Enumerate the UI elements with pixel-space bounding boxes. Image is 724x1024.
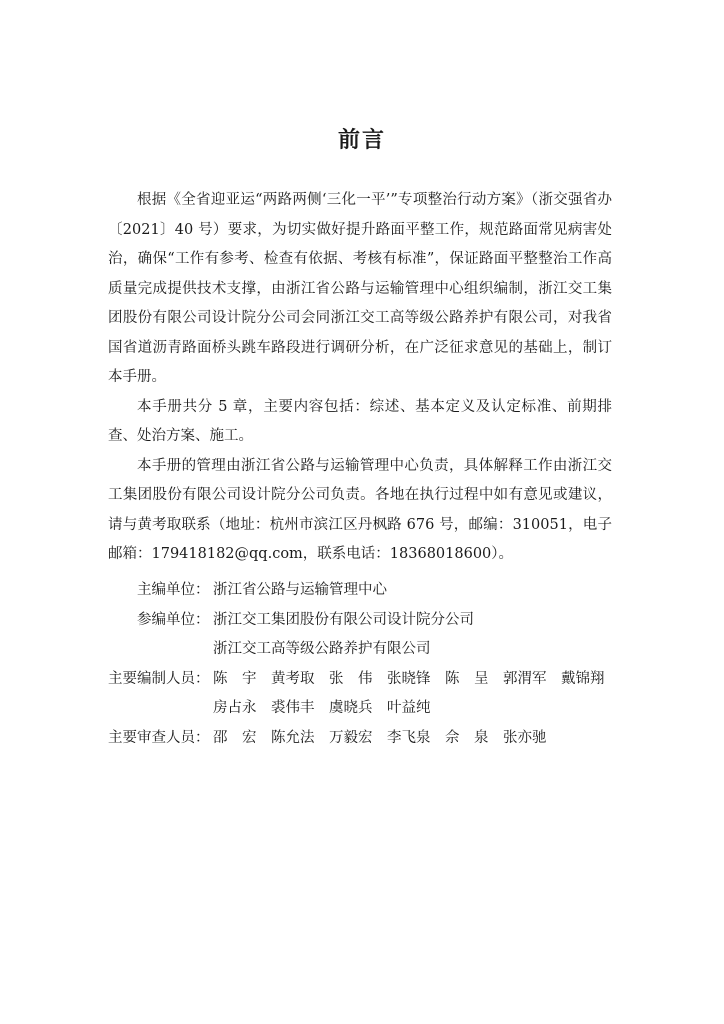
credits-section [108, 576, 628, 753]
reviewer-name: 佘 泉 [445, 729, 489, 746]
paragraph-purpose: 根据《全省迎亚运“两路两侧‘三化一平’”专项整治行动方案》（浙交强省办〔2021〕40 号）要求，为切实做好提升路面平整工作，规范路面常见病害处治，确保“工作有参考、检查有依据、考核有标准”，保证路面平整整治工作高质量完成提供技术支撑，由浙江省公路与运输管理中心组织编制，浙江交工集团股份有限公司设计院分公司会同浙江交工高等级公路养护有限公司，对我省国省道沥青路面桥头跳车路段进行调研分析，在广泛征求意见的基础上，制订本手册。 [108, 192, 612, 385]
chief-unit-label: 主编单位： [137, 582, 210, 598]
editor-name: 郭渭军 [503, 670, 547, 687]
editor-name: 陈 呈 [445, 670, 489, 687]
reviewer-name: 张亦驰 [503, 729, 547, 746]
editor-name: 陈 宇 [213, 670, 257, 687]
co-unit-value: 浙江交工高等级公路养护有限公司 [213, 641, 431, 657]
co-units-row [108, 606, 628, 665]
chief-unit-row [108, 576, 628, 606]
reviewer-name: 邵 宏 [213, 729, 257, 746]
reviewers-label: 主要审查人员： [108, 729, 210, 746]
preface-body [108, 186, 612, 570]
chief-unit-value: 浙江省公路与运输管理中心 [213, 582, 387, 598]
reviewer-name: 李飞泉 [387, 729, 431, 746]
editor-name: 叶益纯 [387, 700, 431, 716]
editor-name: 张 伟 [329, 670, 373, 687]
editor-name: 裘伟丰 [271, 700, 315, 716]
editor-name: 戴锦翔 [561, 670, 605, 687]
editors-list [213, 665, 623, 724]
editor-name: 虞晓兵 [329, 700, 373, 716]
reviewers-list [213, 724, 623, 754]
page-title: 前言 [337, 128, 386, 153]
co-unit-value: 浙江交工集团股份有限公司设计院分公司 [213, 611, 474, 628]
paragraph-contact: 本手册的管理由浙江省公路与运输管理中心负责，具体解释工作由浙江交工集团股份有限公司设计院分公司负责。各地在执行过程中如有意见或建议，请与黄考取联系（地址：杭州市滨江区丹枫路 676 号，邮编：310051，电子邮箱：179418182@qq.com，联系电话：18368018600）。 [108, 457, 612, 562]
editors-row [108, 665, 628, 724]
co-units-label: 参编单位： [137, 611, 210, 628]
editor-name: 黄考取 [271, 670, 315, 687]
editor-name: 房占永 [213, 700, 257, 716]
reviewers-row [108, 724, 628, 754]
paragraph-contents: 本手册共分 5 章，主要内容包括：综述、基本定义及认定标准、前期排查、处治方案、施工。 [108, 398, 612, 444]
reviewer-name: 陈允法 [271, 729, 315, 746]
editors-label: 主要编制人员： [108, 670, 210, 687]
editor-name: 张晓锋 [387, 670, 431, 687]
reviewer-name: 万毅宏 [329, 729, 373, 746]
